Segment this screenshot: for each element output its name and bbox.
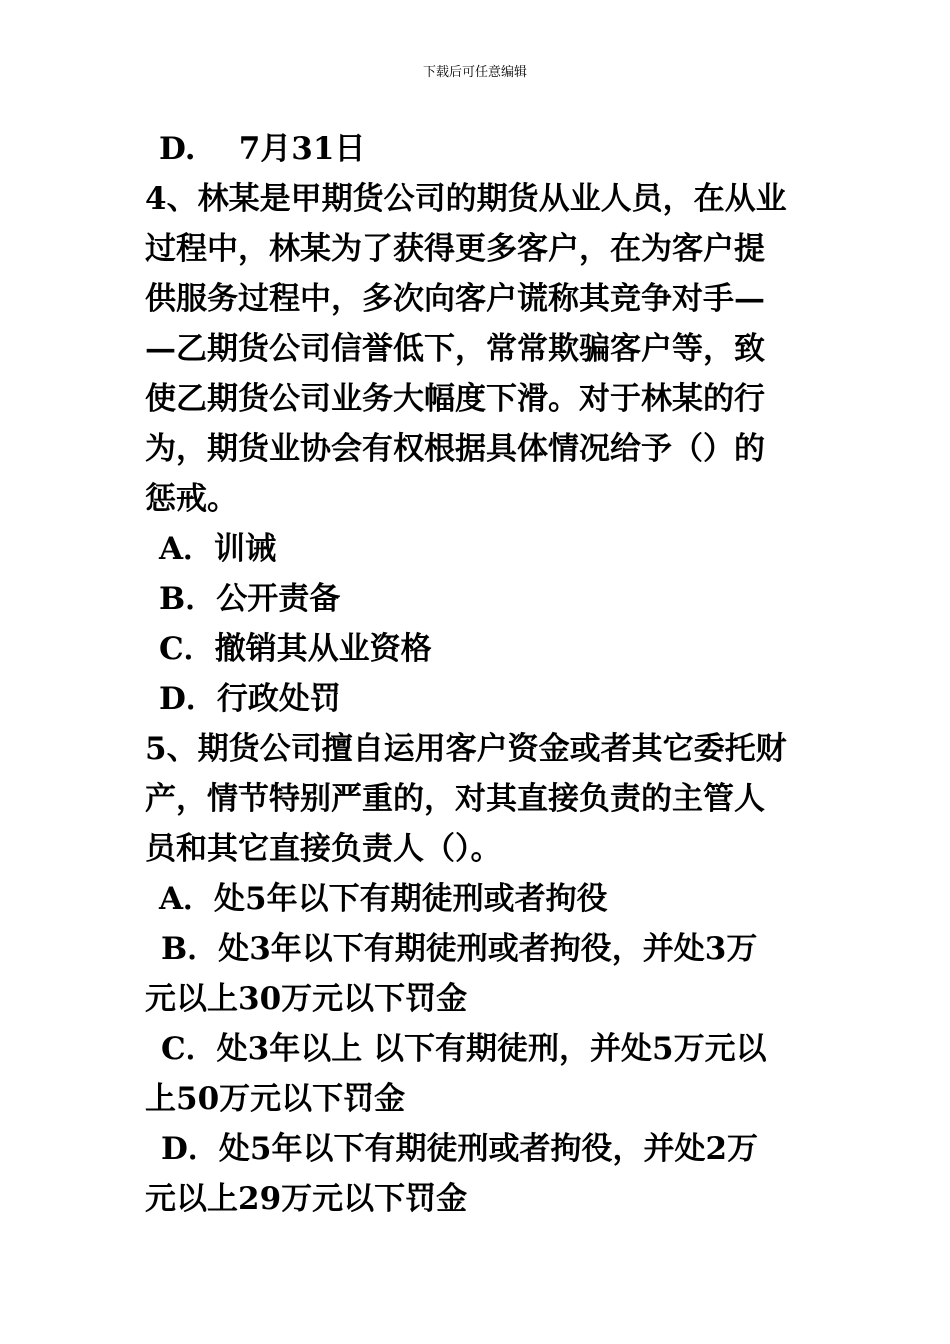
option-d-date: D. 7月31日: [159, 131, 366, 167]
q4-option-d: D．行政处罚: [159, 681, 341, 717]
q5-option-a: A．处5年以下有期徒刑或者拘役: [159, 881, 608, 917]
q5-option-b-line-2: 元以上30万元以下罚金: [145, 981, 468, 1017]
q5-option-c-line-2: 上50万元以下罚金: [145, 1081, 406, 1117]
document-body: [145, 124, 813, 1224]
question-5-line-3: 员和其它直接负责人（）。: [145, 831, 502, 867]
q4-option-b: B．公开责备: [159, 581, 341, 617]
question-4-line-5: 使乙期货公司业务大幅度下滑。对于林某的行: [145, 381, 765, 417]
question-4-line-1: 4、林某是甲期货公司的期货从业人员，在从业: [145, 181, 787, 217]
q4-option-c: C．撤销其从业资格: [159, 631, 432, 667]
question-4-line-7: 惩戒。: [145, 481, 238, 517]
question-4-line-2: 过程中，林某为了获得更多客户，在为客户提: [145, 231, 765, 267]
q5-option-d-line-2: 元以上29万元以下罚金: [145, 1181, 468, 1217]
question-4-line-3: 供服务过程中，多次向客户谎称其竞争对手—: [145, 281, 765, 317]
q5-option-b-line-1: B．处3年以下有期徒刑或者拘役，并处3万: [161, 931, 758, 967]
page-header: 下载后可任意编辑: [422, 65, 527, 80]
question-5-line-1: 5、期货公司擅自运用客户资金或者其它委托财: [145, 731, 787, 767]
question-4-line-4: —乙期货公司信誉低下，常常欺骗客户等，致: [145, 331, 765, 367]
question-4-line-6: 为，期货业协会有权根据具体情况给予（）的: [145, 431, 765, 467]
q5-option-d-line-1: D．处5年以下有期徒刑或者拘役，并处2万: [161, 1131, 759, 1167]
q4-option-a: A．训诫: [159, 531, 277, 567]
question-5-line-2: 产，情节特别严重的，对其直接负责的主管人: [145, 781, 765, 817]
q5-option-c-line-1: C．处3年以上 以下有期徒刑，并处5万元以: [161, 1031, 767, 1067]
